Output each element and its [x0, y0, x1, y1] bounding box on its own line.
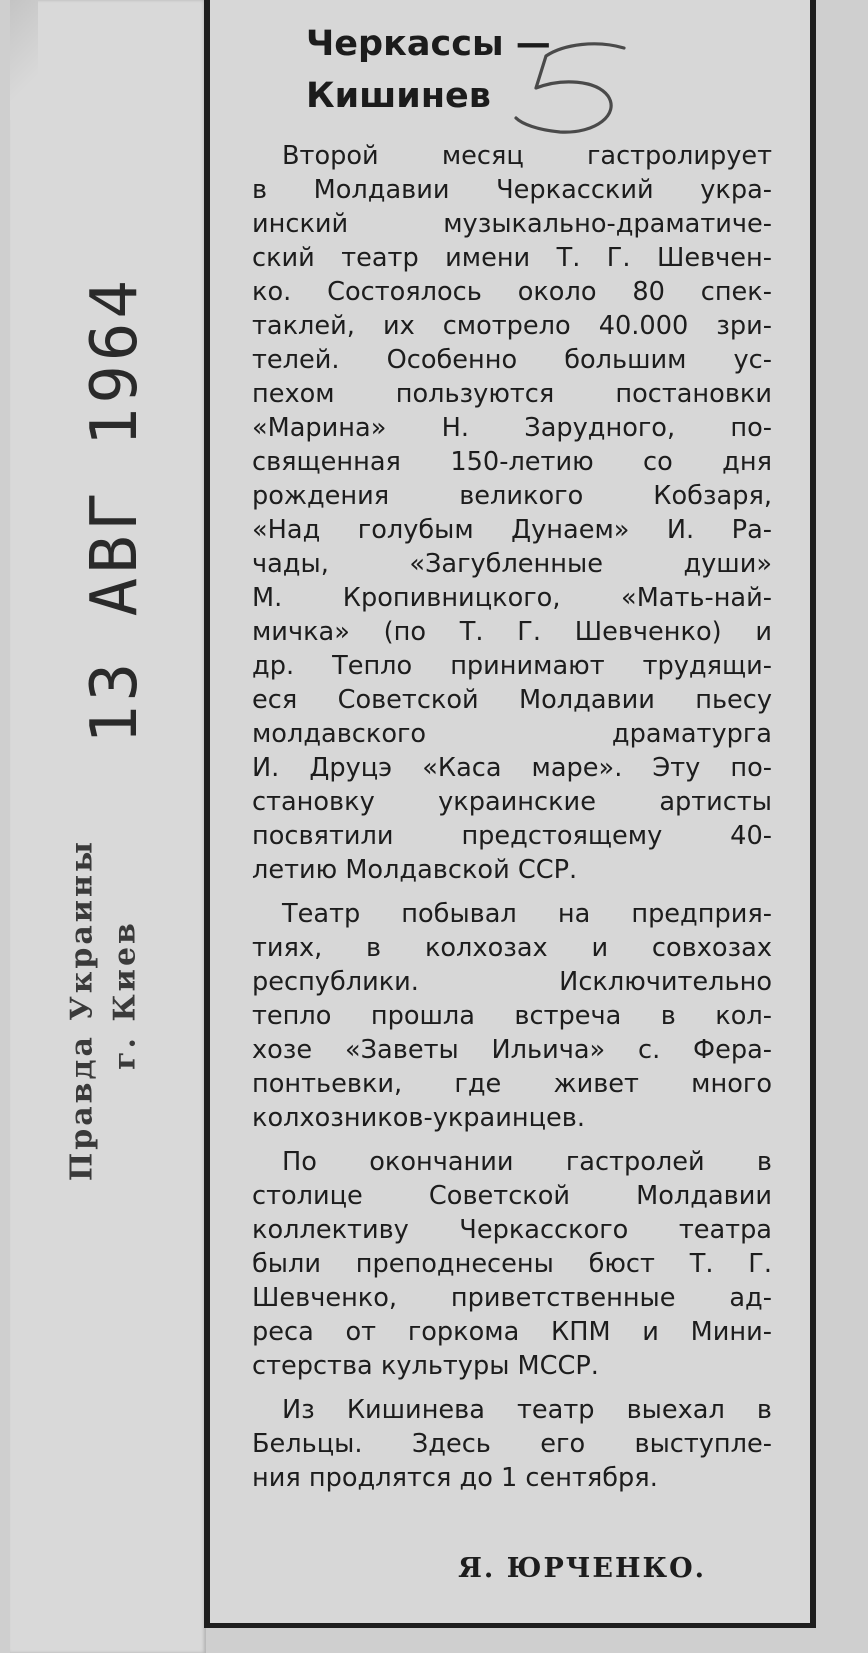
- article-paragraph: [252, 1393, 772, 1495]
- text-line: ко. Состоялось около 80 спек-: [252, 277, 772, 307]
- newspaper-stamp: Правда Украины: [64, 838, 100, 1182]
- text-line: были преподнесены бюст Т. Г.: [252, 1249, 772, 1279]
- text-line: посвятили предстоящему 40-: [252, 821, 772, 851]
- text-line: мичка» (по Т. Г. Шевченко) и: [252, 617, 772, 647]
- text-line: молдавского драматурга: [252, 719, 772, 749]
- text-line: др. Тепло принимают трудящи-: [252, 651, 772, 681]
- newspaper-clipping: [204, 0, 816, 1628]
- date-stamp: 13 АВГ 1964: [78, 276, 152, 744]
- text-line: становку украинские артисты: [252, 787, 772, 817]
- text-line: рождения великого Кобзаря,: [252, 481, 772, 511]
- text-line: По окончании гастролей в: [282, 1147, 772, 1177]
- card-corner-fold: [10, 0, 38, 120]
- headline-line: Черкассы —: [306, 24, 551, 64]
- text-line: инский музыкально-драматиче-: [252, 209, 772, 239]
- text-line: понтьевки, где живет много: [252, 1069, 772, 1099]
- text-line: хозе «Заветы Ильича» с. Фера-: [252, 1035, 772, 1065]
- text-line: коллективу Черкасского театра: [252, 1215, 772, 1245]
- text-line: пехом пользуются постановки: [252, 379, 772, 409]
- text-line: еся Советской Молдавии пьесу: [252, 685, 772, 715]
- text-line: «Над голубым Дунаем» И. Ра-: [252, 515, 772, 545]
- text-line: телей. Особенно большим ус-: [252, 345, 772, 375]
- article-paragraph: [252, 1145, 772, 1383]
- text-line: тиях, в колхозах и совхозах: [252, 933, 772, 963]
- text-line: республики. Исключительно: [252, 967, 772, 997]
- city-stamp: г. Киев: [107, 920, 143, 1070]
- author-signature: Я. ЮРЧЕНКО.: [458, 1553, 706, 1584]
- text-line: «Марина» Н. Зарудного, по-: [252, 413, 772, 443]
- text-line: ский театр имени Т. Г. Шевчен-: [252, 243, 772, 273]
- text-line: Шевченко, приветственные ад-: [252, 1283, 772, 1313]
- text-line: колхозников-украинцев.: [252, 1103, 585, 1133]
- text-line: И. Друцэ «Каса маре». Эту по-: [252, 753, 772, 783]
- text-line: стерства культуры МССР.: [252, 1351, 599, 1381]
- handwritten-number-5: [512, 36, 642, 141]
- text-line: Из Кишинева театр выехал в: [282, 1395, 772, 1425]
- text-line: тепло прошла встреча в кол-: [252, 1001, 772, 1031]
- article-paragraph: [252, 139, 772, 887]
- article-paragraph: [252, 897, 772, 1135]
- text-line: таклей, их смотрело 40.000 зри-: [252, 311, 772, 341]
- headline-line: Кишинев: [306, 76, 491, 116]
- text-line: Бельцы. Здесь его выступле-: [252, 1429, 772, 1459]
- text-line: Второй месяц гастролирует: [282, 141, 772, 171]
- archive-card: [10, 0, 206, 1653]
- text-line: чады, «Загубленные души»: [252, 549, 772, 579]
- text-line: М. Кропивницкого, «Мать-най-: [252, 583, 772, 613]
- article-body: [252, 139, 772, 1505]
- text-line: в Молдавии Черкасский укра-: [252, 175, 772, 205]
- text-line: Театр побывал на предприя-: [282, 899, 772, 929]
- text-line: реса от горкома КПМ и Мини-: [252, 1317, 772, 1347]
- text-line: столице Советской Молдавии: [252, 1181, 772, 1211]
- text-line: летию Молдавской ССР.: [252, 855, 578, 885]
- text-line: священная 150-летию со дня: [252, 447, 772, 477]
- text-line: ния продлятся до 1 сентября.: [252, 1463, 658, 1493]
